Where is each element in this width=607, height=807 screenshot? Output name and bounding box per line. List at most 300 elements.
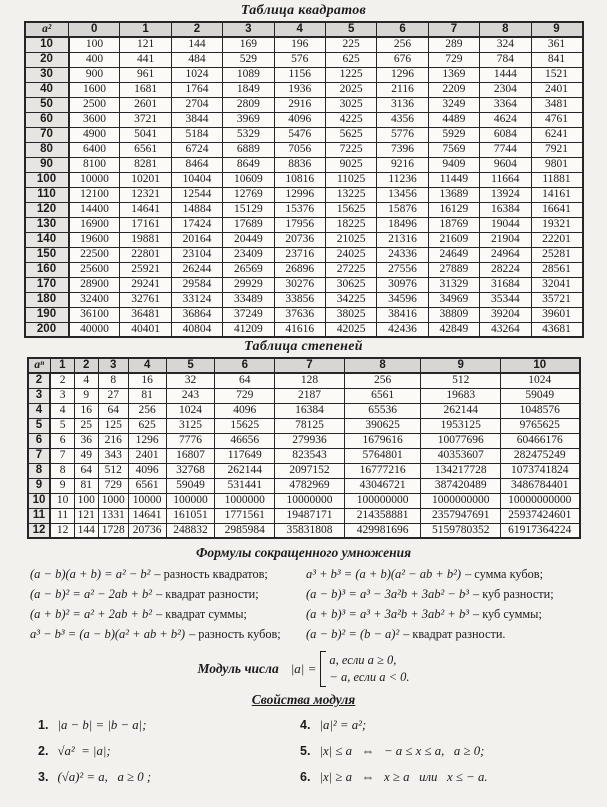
table-row (25, 292, 583, 307)
table-cell: 42849 (428, 322, 479, 337)
table-cell: 43264 (480, 322, 531, 337)
table-cell: 42025 (325, 322, 376, 337)
table-cell: 2401 (531, 82, 582, 97)
table-cell: 64 (215, 373, 275, 388)
squares-table (24, 21, 584, 338)
row-label: 12 (28, 523, 51, 538)
table-cell: 39204 (480, 307, 531, 322)
table-cell: 4096 (274, 112, 325, 127)
table-cell: 531441 (215, 478, 275, 493)
table-cell: 16807 (166, 448, 215, 463)
table-row (25, 37, 583, 52)
table-cell: 3364 (480, 97, 531, 112)
table-cell: 1089 (223, 67, 274, 82)
table-cell: 1000000 (215, 493, 275, 508)
table-row (25, 247, 583, 262)
table-cell: 10000000000 (501, 493, 580, 508)
table-cell: 2357947691 (421, 508, 501, 523)
table-cell: 12544 (171, 187, 222, 202)
table-cell: 5476 (274, 127, 325, 142)
formulas-left-column (30, 564, 306, 644)
row-label: 7 (28, 448, 51, 463)
table-cell: 22801 (120, 247, 171, 262)
table-cell: 576 (274, 52, 325, 67)
squares-table-title: Таблица квадратов (240, 3, 367, 18)
table-cell: 6241 (531, 127, 582, 142)
modulus-definition (0, 649, 607, 689)
table-cell: 8 (98, 373, 128, 388)
row-label: 100 (25, 172, 69, 187)
table-row (25, 67, 583, 82)
table-cell: 14641 (120, 202, 171, 217)
property-number: 5. (300, 744, 311, 758)
table-cell: 43681 (531, 322, 582, 337)
table-cell: 20164 (171, 232, 222, 247)
table-corner-label: a² (25, 22, 69, 37)
table-row (28, 523, 580, 538)
table-cell: 144 (74, 523, 98, 538)
table-cell: 4 (50, 403, 74, 418)
table-cell: 1156 (274, 67, 325, 82)
table-cell: 11664 (480, 172, 531, 187)
table-cell: 900 (69, 67, 120, 82)
column-header: 5 (325, 22, 376, 37)
table-cell: 256 (344, 373, 421, 388)
table-cell: 2 (50, 373, 74, 388)
column-header: 4 (128, 358, 166, 373)
table-cell: 27889 (428, 262, 479, 277)
table-cell: 16777216 (344, 463, 421, 478)
table-row (28, 478, 580, 493)
table-cell: 22201 (531, 232, 582, 247)
table-cell: 729 (98, 478, 128, 493)
table-cell: 21609 (428, 232, 479, 247)
table-cell: 14884 (171, 202, 222, 217)
table-cell: 5625 (325, 127, 376, 142)
table-cell: 7921 (531, 142, 582, 157)
table-cell: 17161 (120, 217, 171, 232)
property-number: 3. (38, 770, 49, 784)
row-label: 50 (25, 97, 69, 112)
table-cell: 256 (377, 37, 428, 52)
table-cell: 6 (50, 433, 74, 448)
row-label: 190 (25, 307, 69, 322)
table-cell: 8100 (69, 157, 120, 172)
table-cell: 60466176 (501, 433, 580, 448)
row-label: 8 (28, 463, 51, 478)
table-cell: 784 (480, 52, 531, 67)
table-cell: 1600 (69, 82, 120, 97)
modulus-property (300, 712, 607, 738)
table-cell: 1000000000 (421, 493, 501, 508)
table-cell: 24964 (480, 247, 531, 262)
table-cell: 2304 (480, 82, 531, 97)
table-cell: 42436 (377, 322, 428, 337)
table-cell: 256 (128, 403, 166, 418)
table-cell: 25 (74, 418, 98, 433)
table-cell: 28900 (69, 277, 120, 292)
table-cell: 30625 (325, 277, 376, 292)
row-label: 130 (25, 217, 69, 232)
table-cell: 961 (120, 67, 171, 82)
column-header: 10 (501, 358, 580, 373)
table-cell: 25281 (531, 247, 582, 262)
table-cell: 33124 (171, 292, 222, 307)
table-cell: 1024 (171, 67, 222, 82)
table-cell: 196 (274, 37, 325, 52)
table-cell: 3249 (428, 97, 479, 112)
formula (306, 604, 607, 624)
formula-math: (a − b)(a + b) = a² − b² (30, 566, 151, 581)
table-cell: 8464 (171, 157, 222, 172)
property-formula: |x| ≥ a ⇔ x ≥ a или x ≤ − a. (319, 769, 488, 784)
table-cell: 12769 (223, 187, 274, 202)
table-cell: 13924 (480, 187, 531, 202)
table-cell: 1521 (531, 67, 582, 82)
table-cell: 529 (223, 52, 274, 67)
property-formula: √a² = |a|; (57, 743, 111, 758)
table-cell: 400 (69, 52, 120, 67)
table-cell: 10201 (120, 172, 171, 187)
table-row (25, 52, 583, 67)
table-cell: 65536 (344, 403, 421, 418)
properties-section (0, 712, 607, 790)
column-header: 4 (274, 22, 325, 37)
table-cell: 15625 (325, 202, 376, 217)
table-cell: 12996 (274, 187, 325, 202)
table-cell: 3486784401 (501, 478, 580, 493)
table-cell: 1849 (223, 82, 274, 97)
table-cell: 225 (325, 37, 376, 52)
table-cell: 8836 (274, 157, 325, 172)
modulus-lhs: |a| = (290, 661, 317, 676)
table-cell: 1296 (377, 67, 428, 82)
table-cell: 6724 (171, 142, 222, 157)
table-cell: 32400 (69, 292, 120, 307)
formula-description: – разность квадратов; (154, 566, 268, 581)
table-cell: 1679616 (344, 433, 421, 448)
table-cell: 27 (98, 388, 128, 403)
table-cell: 41616 (274, 322, 325, 337)
formula (30, 604, 306, 624)
table-cell: 289 (428, 37, 479, 52)
row-label: 120 (25, 202, 69, 217)
squares-header-row (25, 22, 583, 37)
table-cell: 2809 (223, 97, 274, 112)
table-cell: 512 (98, 463, 128, 478)
table-cell: 23104 (171, 247, 222, 262)
table-cell: 5159780352 (421, 523, 501, 538)
table-cell: 64 (98, 403, 128, 418)
table-cell: 2500 (69, 97, 120, 112)
table-cell: 18496 (377, 217, 428, 232)
row-label: 70 (25, 127, 69, 142)
table-cell: 81 (128, 388, 166, 403)
table-cell: 3 (50, 388, 74, 403)
formula-math: a³ + b³ = (a + b)(a² − ab + b²) (306, 566, 462, 581)
table-cell: 161051 (166, 508, 215, 523)
table-row (28, 403, 580, 418)
table-cell: 19881 (120, 232, 171, 247)
table-cell: 20449 (223, 232, 274, 247)
formula-description: – сумма кубов; (465, 566, 544, 581)
modulus-property (300, 764, 607, 790)
table-cell: 16384 (275, 403, 345, 418)
row-label: 180 (25, 292, 69, 307)
row-label: 170 (25, 277, 69, 292)
table-cell: 31329 (428, 277, 479, 292)
modulus-property (38, 712, 300, 738)
table-cell: 33489 (223, 292, 274, 307)
table-cell: 7225 (325, 142, 376, 157)
row-label: 160 (25, 262, 69, 277)
table-cell: 37636 (274, 307, 325, 322)
table-cell: 3025 (325, 97, 376, 112)
table-cell: 24025 (325, 247, 376, 262)
table-cell: 3481 (531, 97, 582, 112)
table-cell: 36 (74, 433, 98, 448)
column-header: 3 (98, 358, 128, 373)
table-cell: 5929 (428, 127, 479, 142)
table-cell: 216 (98, 433, 128, 448)
table-cell: 9 (74, 388, 98, 403)
table-row (28, 373, 580, 388)
table-cell: 5184 (171, 127, 222, 142)
table-cell: 34225 (325, 292, 376, 307)
table-cell: 512 (421, 373, 501, 388)
table-cell: 484 (171, 52, 222, 67)
table-cell: 40804 (171, 322, 222, 337)
table-cell: 15625 (215, 418, 275, 433)
table-cell: 387420489 (421, 478, 501, 493)
property-formula: (√a)² = a, a ≥ 0 ; (57, 769, 152, 784)
table-cell: 40401 (120, 322, 171, 337)
row-label: 6 (28, 433, 51, 448)
table-cell: 32 (166, 373, 215, 388)
table-cell: 17956 (274, 217, 325, 232)
table-cell: 1331 (98, 508, 128, 523)
table-cell: 19683 (421, 388, 501, 403)
table-cell: 1953125 (421, 418, 501, 433)
table-cell: 279936 (275, 433, 345, 448)
table-cell: 676 (377, 52, 428, 67)
property-formula: |a − b| = |b − a|; (57, 717, 147, 732)
table-cell: 100 (74, 493, 98, 508)
table-cell: 3844 (171, 112, 222, 127)
table-cell: 625 (128, 418, 166, 433)
table-cell: 8 (50, 463, 74, 478)
table-cell: 40353607 (421, 448, 501, 463)
properties-right-column (300, 712, 607, 790)
table-cell: 324 (480, 37, 531, 52)
table-cell: 121 (120, 37, 171, 52)
table-cell: 37249 (223, 307, 274, 322)
table-cell: 16129 (428, 202, 479, 217)
table-cell: 117649 (215, 448, 275, 463)
formula-description: – разность кубов; (189, 626, 281, 641)
table-cell: 15129 (223, 202, 274, 217)
table-cell: 11025 (325, 172, 376, 187)
table-cell: 64 (74, 463, 98, 478)
row-label: 140 (25, 232, 69, 247)
column-header: 1 (50, 358, 74, 373)
formula-description: – квадрат разности. (403, 626, 506, 641)
table-cell: 262144 (215, 463, 275, 478)
table-cell: 144 (171, 37, 222, 52)
table-cell: 1764 (171, 82, 222, 97)
table-cell: 25600 (69, 262, 120, 277)
table-cell: 29584 (171, 277, 222, 292)
table-cell: 5764801 (344, 448, 421, 463)
table-cell: 18769 (428, 217, 479, 232)
table-cell: 4096 (128, 463, 166, 478)
formula (30, 564, 306, 584)
table-cell: 1728 (98, 523, 128, 538)
table-cell: 12 (50, 523, 74, 538)
column-header: 9 (531, 22, 582, 37)
table-cell: 1936 (274, 82, 325, 97)
table-cell: 13689 (428, 187, 479, 202)
row-label: 10 (28, 493, 51, 508)
table-cell: 9604 (480, 157, 531, 172)
table-cell: 1024 (166, 403, 215, 418)
table-cell: 4096 (215, 403, 275, 418)
row-label: 200 (25, 322, 69, 337)
table-cell: 36864 (171, 307, 222, 322)
column-header: 8 (344, 358, 421, 373)
table-cell: 2601 (120, 97, 171, 112)
table-cell: 3136 (377, 97, 428, 112)
table-cell: 6561 (344, 388, 421, 403)
properties-title: Свойства модуля (251, 692, 356, 707)
table-cell: 25921 (120, 262, 171, 277)
table-row (25, 262, 583, 277)
table-cell: 7776 (166, 433, 215, 448)
row-label: 3 (28, 388, 51, 403)
table-cell: 214358881 (344, 508, 421, 523)
table-cell: 20736 (274, 232, 325, 247)
column-header: 6 (215, 358, 275, 373)
table-cell: 2116 (377, 82, 428, 97)
table-cell: 10000 (69, 172, 120, 187)
table-cell: 1000 (98, 493, 128, 508)
table-cell: 248832 (166, 523, 215, 538)
table-cell: 11236 (377, 172, 428, 187)
table-cell: 28561 (531, 262, 582, 277)
formula (306, 624, 607, 644)
table-cell: 13456 (377, 187, 428, 202)
table-cell: 3969 (223, 112, 274, 127)
table-cell: 2401 (128, 448, 166, 463)
table-cell: 10816 (274, 172, 325, 187)
table-row (25, 157, 583, 172)
table-cell: 19487171 (275, 508, 345, 523)
table-cell: 4225 (325, 112, 376, 127)
table-cell: 27556 (377, 262, 428, 277)
table-cell: 5776 (377, 127, 428, 142)
table-cell: 8281 (120, 157, 171, 172)
table-cell: 4356 (377, 112, 428, 127)
table-cell: 32041 (531, 277, 582, 292)
table-cell: 81 (74, 478, 98, 493)
row-label: 20 (25, 52, 69, 67)
table-cell: 36481 (120, 307, 171, 322)
table-cell: 128 (275, 373, 345, 388)
table-cell: 14400 (69, 202, 120, 217)
table-row (28, 418, 580, 433)
table-cell: 40000 (69, 322, 120, 337)
table-row (25, 307, 583, 322)
table-cell: 6561 (120, 142, 171, 157)
table-cell: 134217728 (421, 463, 501, 478)
table-cell: 9801 (531, 157, 582, 172)
table-row (25, 142, 583, 157)
table-cell: 9216 (377, 157, 428, 172)
column-header: 5 (166, 358, 215, 373)
formula-math: (a + b)² = a² + 2ab + b² (30, 606, 153, 621)
table-row (25, 232, 583, 247)
table-cell: 4761 (531, 112, 582, 127)
column-header: 7 (428, 22, 479, 37)
table-cell: 262144 (421, 403, 501, 418)
property-number: 1. (38, 718, 49, 732)
table-row (25, 82, 583, 97)
table-cell: 2985984 (215, 523, 275, 538)
row-label: 90 (25, 157, 69, 172)
table-cell: 13225 (325, 187, 376, 202)
table-cell: 19600 (69, 232, 120, 247)
table-cell: 12321 (120, 187, 171, 202)
table-cell: 6084 (480, 127, 531, 142)
formulas-section (0, 564, 607, 644)
table-cell: 282475249 (501, 448, 580, 463)
table-cell: 3721 (120, 112, 171, 127)
table-cell: 4782969 (275, 478, 345, 493)
table-cell: 9765625 (501, 418, 580, 433)
column-header: 6 (377, 22, 428, 37)
row-label: 60 (25, 112, 69, 127)
table-cell: 38809 (428, 307, 479, 322)
table-cell: 7 (50, 448, 74, 463)
table-cell: 22500 (69, 247, 120, 262)
table-cell: 30976 (377, 277, 428, 292)
table-cell: 1771561 (215, 508, 275, 523)
formula-description: – квадрат суммы; (156, 606, 247, 621)
table-cell: 16900 (69, 217, 120, 232)
column-header: 2 (74, 358, 98, 373)
table-cell: 16384 (480, 202, 531, 217)
table-cell: 2097152 (275, 463, 345, 478)
table-cell: 390625 (344, 418, 421, 433)
table-cell: 15376 (274, 202, 325, 217)
table-cell: 38025 (325, 307, 376, 322)
row-label: 30 (25, 67, 69, 82)
column-header: 7 (275, 358, 345, 373)
property-number: 4. (300, 718, 311, 732)
table-row (25, 97, 583, 112)
table-cell: 125 (98, 418, 128, 433)
table-cell: 28224 (480, 262, 531, 277)
powers-table (27, 357, 581, 539)
table-cell: 7569 (428, 142, 479, 157)
table-row (25, 217, 583, 232)
table-cell: 2025 (325, 82, 376, 97)
formula-description: – куб разности; (473, 586, 554, 601)
table-cell: 16 (74, 403, 98, 418)
table-row (25, 187, 583, 202)
table-cell: 34596 (377, 292, 428, 307)
formula-math: a³ − b³ = (a − b)(a² + ab + b²) (30, 626, 186, 641)
